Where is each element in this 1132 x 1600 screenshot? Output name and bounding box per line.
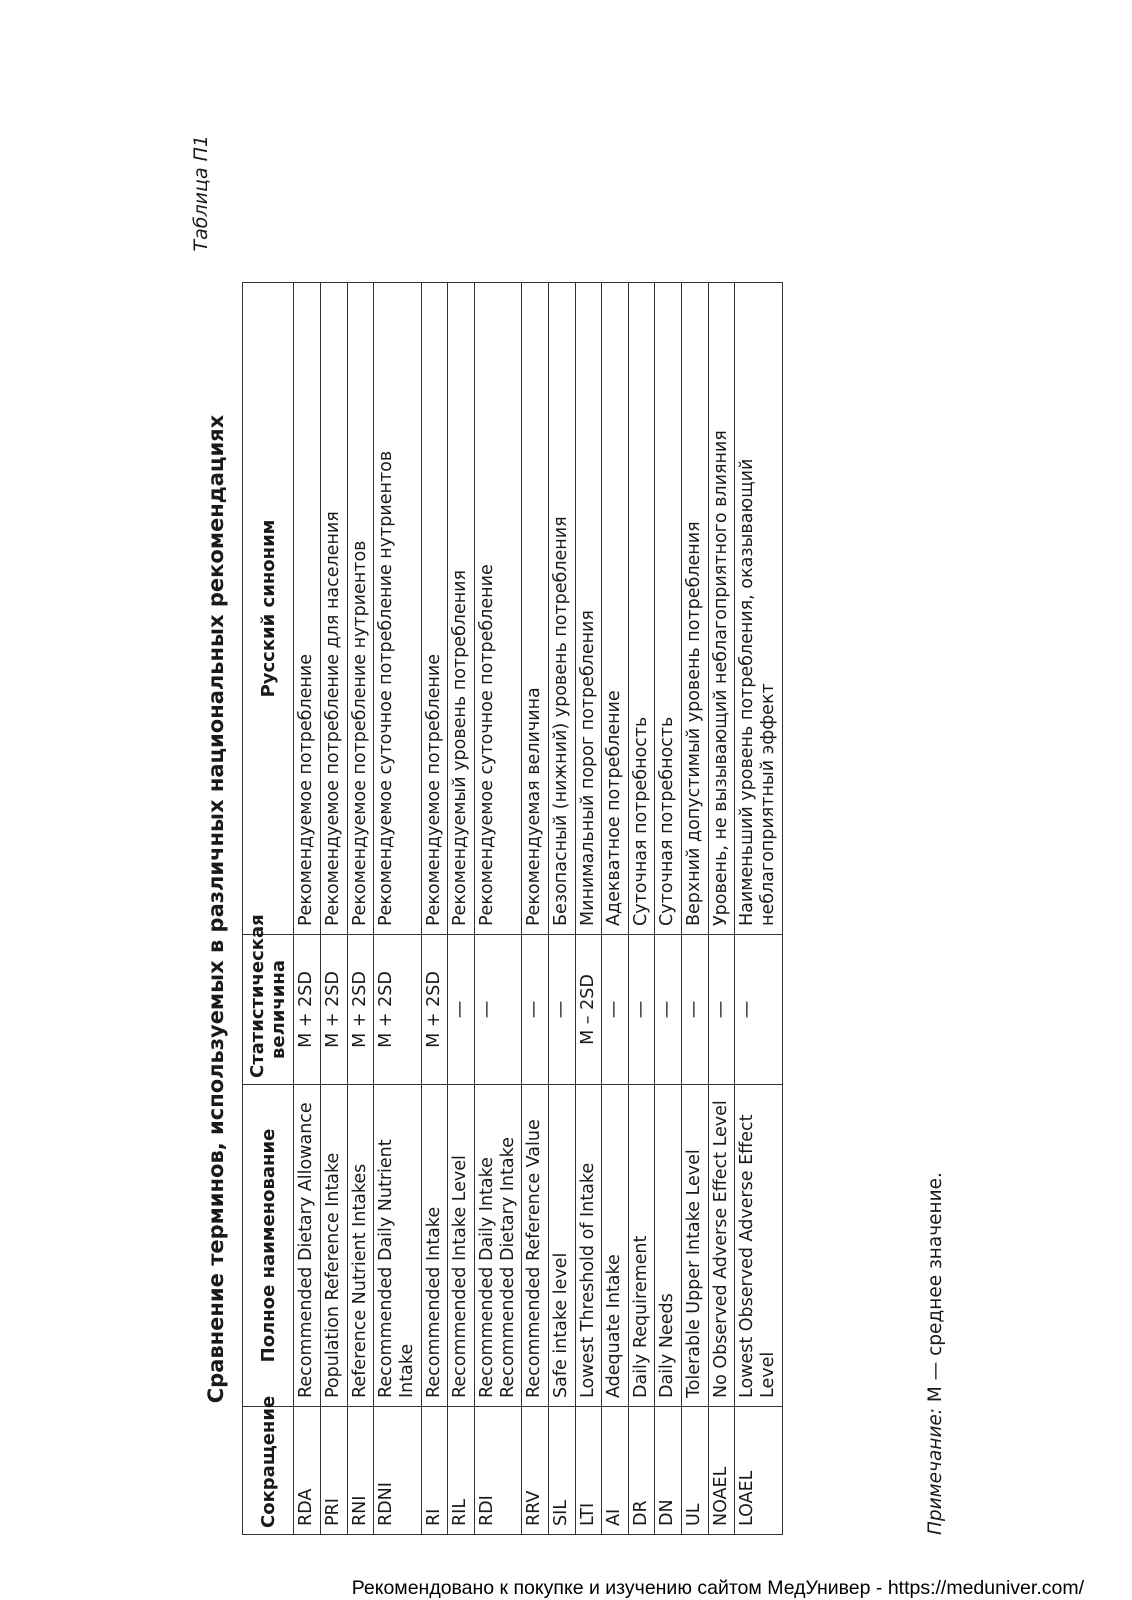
cell-stat-value: M + 2SD	[321, 935, 348, 1085]
cell-full-name: Recommended Dietary Allowance	[294, 1085, 321, 1407]
cell-full-name: Daily Requirement	[628, 1085, 655, 1407]
cell-abbreviation: RI	[421, 1407, 448, 1535]
table-row	[708, 283, 735, 1535]
cell-stat-value: —	[448, 935, 475, 1085]
table-body	[294, 283, 782, 1535]
table-row	[374, 283, 421, 1535]
table-row	[294, 283, 321, 1535]
cell-full-name: Tolerable Upper Intake Level	[682, 1085, 709, 1407]
cell-stat-value: M + 2SD	[294, 935, 321, 1085]
rotated-page-content	[190, 135, 1132, 1535]
cell-stat-value: —	[735, 935, 782, 1085]
cell-abbreviation: RRV	[522, 1407, 549, 1535]
table-title: Сравнение терминов, используемых в различных национальных рекомендациях	[204, 414, 228, 1404]
cell-russian-synonym: Минимальный порог потребления	[575, 283, 602, 935]
cell-full-name: Lowest Observed Adverse Effect Level	[735, 1085, 782, 1407]
cell-russian-synonym: Рекомендуемое потребление	[294, 283, 321, 935]
table-row	[421, 283, 448, 1535]
cell-full-name: Daily Needs	[655, 1085, 682, 1407]
table-note	[925, 1172, 946, 1535]
cell-abbreviation: PRI	[321, 1407, 348, 1535]
column-header-stat: Статистическая величина	[243, 935, 294, 1085]
cell-full-name: Lowest Threshold of Intake	[575, 1085, 602, 1407]
cell-full-name: Recommended Reference Value	[522, 1085, 549, 1407]
cell-abbreviation: LTI	[575, 1407, 602, 1535]
column-header-full-name: Полное наименование	[243, 1085, 294, 1407]
cell-abbreviation: DN	[655, 1407, 682, 1535]
cell-abbreviation: UL	[682, 1407, 709, 1535]
cell-abbreviation: DR	[628, 1407, 655, 1535]
table-row	[655, 283, 682, 1535]
cell-abbreviation: RDI	[474, 1407, 521, 1535]
cell-russian-synonym: Уровень, не вызывающий неблагоприятного влияния	[708, 283, 735, 935]
cell-russian-synonym: Рекомендуемое суточное потребление нутриентов	[374, 283, 421, 935]
cell-russian-synonym: Рекомендуемый уровень потребления	[448, 283, 475, 935]
cell-russian-synonym: Рекомендуемое потребление нутриентов	[347, 283, 374, 935]
table-row	[602, 283, 629, 1535]
cell-abbreviation: RIL	[448, 1407, 475, 1535]
cell-stat-value: —	[655, 935, 682, 1085]
terms-table	[242, 282, 783, 1535]
cell-abbreviation: NOAEL	[708, 1407, 735, 1535]
cell-stat-value: —	[548, 935, 575, 1085]
cell-abbreviation: RDA	[294, 1407, 321, 1535]
table-row	[735, 283, 782, 1535]
table-row	[448, 283, 475, 1535]
cell-stat-value: M + 2SD	[347, 935, 374, 1085]
table-row	[321, 283, 348, 1535]
cell-abbreviation: RNI	[347, 1407, 374, 1535]
table-row	[575, 283, 602, 1535]
cell-stat-value: —	[474, 935, 521, 1085]
table-header-row	[243, 283, 294, 1535]
cell-full-name: Adequate Intake	[602, 1085, 629, 1407]
cell-full-name: Population Reference Intake	[321, 1085, 348, 1407]
cell-russian-synonym: Верхний допустимый уровень потребления	[682, 283, 709, 935]
cell-stat-value: —	[522, 935, 549, 1085]
note-label: Примечание:	[925, 1407, 946, 1535]
cell-russian-synonym: Суточная потребность	[628, 283, 655, 935]
cell-russian-synonym: Рекомендуемое потребление для населения	[321, 283, 348, 935]
cell-russian-synonym: Суточная потребность	[655, 283, 682, 935]
column-header-russian: Русский синоним	[243, 283, 294, 935]
table-label: Таблица П1	[190, 135, 212, 252]
cell-full-name: Safe intake level	[548, 1085, 575, 1407]
cell-full-name: No Observed Adverse Effect Level	[708, 1085, 735, 1407]
cell-abbreviation: SIL	[548, 1407, 575, 1535]
table-row	[522, 283, 549, 1535]
table-row	[682, 283, 709, 1535]
cell-abbreviation: LOAEL	[735, 1407, 782, 1535]
cell-stat-value: —	[602, 935, 629, 1085]
table-row	[548, 283, 575, 1535]
cell-full-name: Recommended Daily Nutrient Intake	[374, 1085, 421, 1407]
cell-stat-value: M + 2SD	[421, 935, 448, 1085]
cell-russian-synonym: Адекватное потребление	[602, 283, 629, 935]
cell-russian-synonym: Рекомендуемая величина	[522, 283, 549, 935]
cell-russian-synonym: Рекомендуемое потребление	[421, 283, 448, 935]
footer-text: Рекомендовано к покупке и изучению сайтом МедУнивер - https://meduniver.com/	[351, 1577, 1084, 1599]
table-row	[474, 283, 521, 1535]
table-row	[347, 283, 374, 1535]
cell-full-name: Reference Nutrient Intakes	[347, 1085, 374, 1407]
cell-full-name: Recommended Daily Intake Recommended Dietary Intake	[474, 1085, 521, 1407]
cell-russian-synonym: Безопасный (нижний) уровень потребления	[548, 283, 575, 935]
note-text: M — среднее значение.	[925, 1172, 946, 1408]
cell-stat-value: —	[628, 935, 655, 1085]
cell-full-name: Recommended Intake Level	[448, 1085, 475, 1407]
cell-abbreviation: RDNI	[374, 1407, 421, 1535]
cell-russian-synonym: Наименьший уровень потребления, оказывающий неблагоприятный эффект	[735, 283, 782, 935]
cell-abbreviation: AI	[602, 1407, 629, 1535]
table-row	[628, 283, 655, 1535]
cell-full-name: Recommended Intake	[421, 1085, 448, 1407]
cell-stat-value: —	[708, 935, 735, 1085]
cell-stat-value: —	[682, 935, 709, 1085]
cell-russian-synonym: Рекомендуемое суточное потребление	[474, 283, 521, 935]
cell-stat-value: M + 2SD	[374, 935, 421, 1085]
column-header-abbr: Сокращение	[243, 1407, 294, 1535]
cell-stat-value: M – 2SD	[575, 935, 602, 1085]
